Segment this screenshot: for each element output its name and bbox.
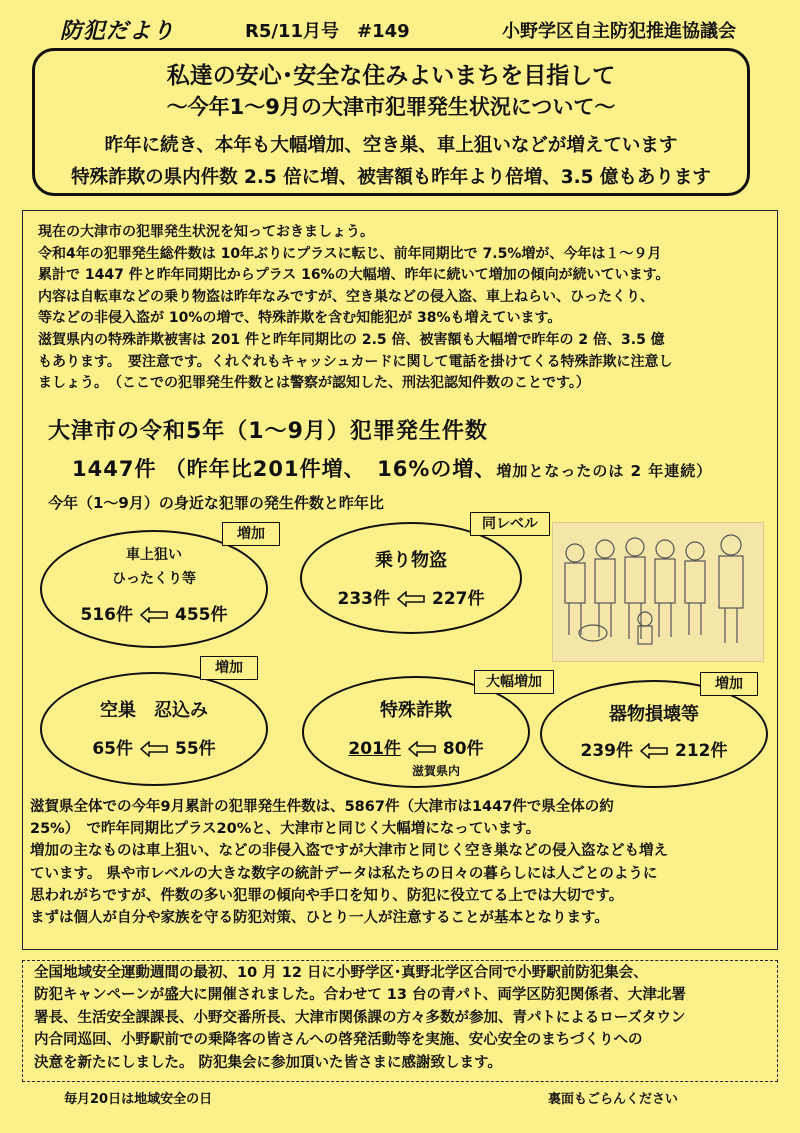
crime-ellipse-vehicle-theft [300,522,522,634]
campaign-paragraph [34,962,764,1074]
footer-safety-day: 毎月20日は地域安全の日 [64,1092,213,1107]
crime-ellipse-burglary [40,672,268,786]
shiga-line: ています。 県や市レベルの大きな数字の統計データは私たちの日々の暮らしには人ごとのように [30,865,658,882]
headline-1: 昨年に続き、本年も大幅増加、空き巣、車上狙いなどが増えています [104,135,678,156]
current-count: 233件 [337,589,390,609]
summary-heading: 大津市の令和5年（1～9月）犯罪発生件数 [48,419,488,444]
current-count: 65件 [92,739,133,759]
intro-line: もあります。 要注意です。くれぐれもキャッシュカードに関して電話を掛けてくる特殊詐欺に注意し [38,353,673,370]
crime-title: 乗り物盗 [375,550,447,571]
crime-ellipse-vandalism [540,680,768,788]
previous-count: 80件 [442,739,484,759]
previous-count: 212件 [675,741,728,761]
crime-title: 器物損壊等 [609,704,699,725]
intro-line: 累計で 1447 件と昨年同期比からプラス 16%の大幅増、昨年に続いて増加の傾向が続いています。 [38,267,670,284]
intro-paragraph [38,222,760,395]
comparison-arrow-icon [639,743,669,759]
campaign-line: 内合同巡回、小野駅前での乗降客の皆さんへの啓発活動等を実施、安心安全のまちづくりへの [34,1032,643,1049]
crime-values [542,736,766,761]
header [60,12,780,42]
shiga-line: まずは個人が自分や家族を守る防犯対策、ひとり一人が注意することが基本となります。 [30,910,609,927]
issue-number: R5/11月号 #149 [245,21,410,42]
shiga-line: 25%） で昨年同期比プラス20%と、大津市と同じく大幅増になっています。 [30,821,541,838]
crime-title: 空巣 忍込み [100,700,208,721]
comparison-arrow-icon [139,741,169,757]
organization-name: 小野学区自主防犯推進協議会 [502,21,736,42]
campaign-line: 決意を新たにしました。 防犯集会に参加頂いた皆さまに感謝致します。 [34,1054,502,1071]
comparison-arrow-icon [139,607,169,623]
previous-count: 227件 [432,589,485,609]
crime-title: 車上狙い [126,547,182,563]
crime-values [302,584,520,609]
headline-2: 特殊詐欺の県内件数 2.5 倍に増、被害額も昨年より倍増、3.5 億もあります [71,167,711,188]
campaign-line: 防犯キャンペーンが盛大に開催されました。合わせて 13 台の青パト、両学区防犯関係者、大津北署 [34,987,686,1004]
current-count: 201件 [348,739,401,759]
crime-values [42,600,266,625]
trend-tag: 増加 [200,656,258,680]
intro-line: 内容は自転車などの乗り物盗は昨年なみですが、空き巣などの侵入盗、車上ねらい、ひったくり、 [38,288,654,305]
shiga-paragraph [30,796,760,929]
people-illustration-icon [553,523,763,661]
shiga-line: 滋賀県全体での今年9月累計の犯罪発生件数は、5867件（大津市は1447件で県全体の約 [30,799,614,815]
comparison-arrow-icon [407,741,437,757]
main-title: 私達の安心･安全な住みよいまちを目指して [166,63,616,89]
trend-tag: 同レベル [470,512,550,536]
region-note: 滋賀県内 [411,764,460,778]
campaign-line: 署長、生活安全課課長、小野交番所長、大津市関係課の方々多数が参加、青パトによるローズタウン [34,1009,686,1026]
intro-line: 等などの非侵入盗が 10%の増で、特殊詐欺を含む知能犯が 38%も増えています。 [38,310,562,327]
crime-title: ひったくり等 [112,571,196,587]
summary-count-line [72,453,712,483]
intro-line: 現在の大津市の犯罪発生状況を知っておきましょう。 [38,224,374,240]
crime-values [42,734,266,759]
comparison-arrow-icon [396,591,426,607]
intro-line: ましょう。 （ここでの犯罪発生件数とは警察が認知した、刑法犯認知件数のことです。） [38,375,590,392]
trend-tag: 大幅増加 [474,670,554,694]
previous-count: 455件 [175,605,228,625]
total-count: 1447件 [72,457,157,481]
previous-count: 55件 [175,739,216,759]
current-count: 516件 [80,605,133,625]
campaign-line: 全国地域安全運動週間の最初、10 月 12 日に小野学区･真野北学区合同で小野駅前防犯集会、 [34,965,648,981]
intro-line: 令和4年の犯罪発生総件数は 10年ぶりにプラスに転じ、前年同期比で 7.5%増が、今年は１～９月 [38,245,662,262]
comparison-subheading: 今年（1～9月）の身近な犯罪の発生件数と昨年比 [48,494,384,512]
footer-see-back: 裏面もごらんください [548,1092,679,1107]
crime-title: 特殊詐欺 [380,700,452,721]
shiga-line: 増加の主なものは車上狙い、などの非侵入盗ですが大津市と同じく空き巣などの侵入盗なども増え [30,843,668,860]
consecutive-note: 増加となったのは 2 年連続） [496,462,713,480]
trend-tag: 増加 [222,522,280,546]
sub-title: ～今年1～9月の大津市犯罪発生状況について～ [166,95,616,119]
crime-prevention-illustration [552,522,764,662]
count-change: （昨年比201件増、 16%の増、 [164,457,497,481]
intro-line: 滋賀県内の特殊詐欺被害は 201 件と昨年同期比の 2.5 倍、被害額も大幅増で昨年の 2 倍、3.5 億 [38,331,665,348]
newsletter-logo: 防犯だより [60,19,176,44]
trend-tag: 増加 [700,672,758,696]
crime-ellipse-car-theft [40,530,268,648]
crime-values [304,734,528,759]
title-box [32,48,750,196]
current-count: 239件 [580,741,633,761]
shiga-line: 思われがちですが、件数の多い犯罪の傾向や手口を知り、防犯に役立てる上では大切です。 [30,887,624,904]
